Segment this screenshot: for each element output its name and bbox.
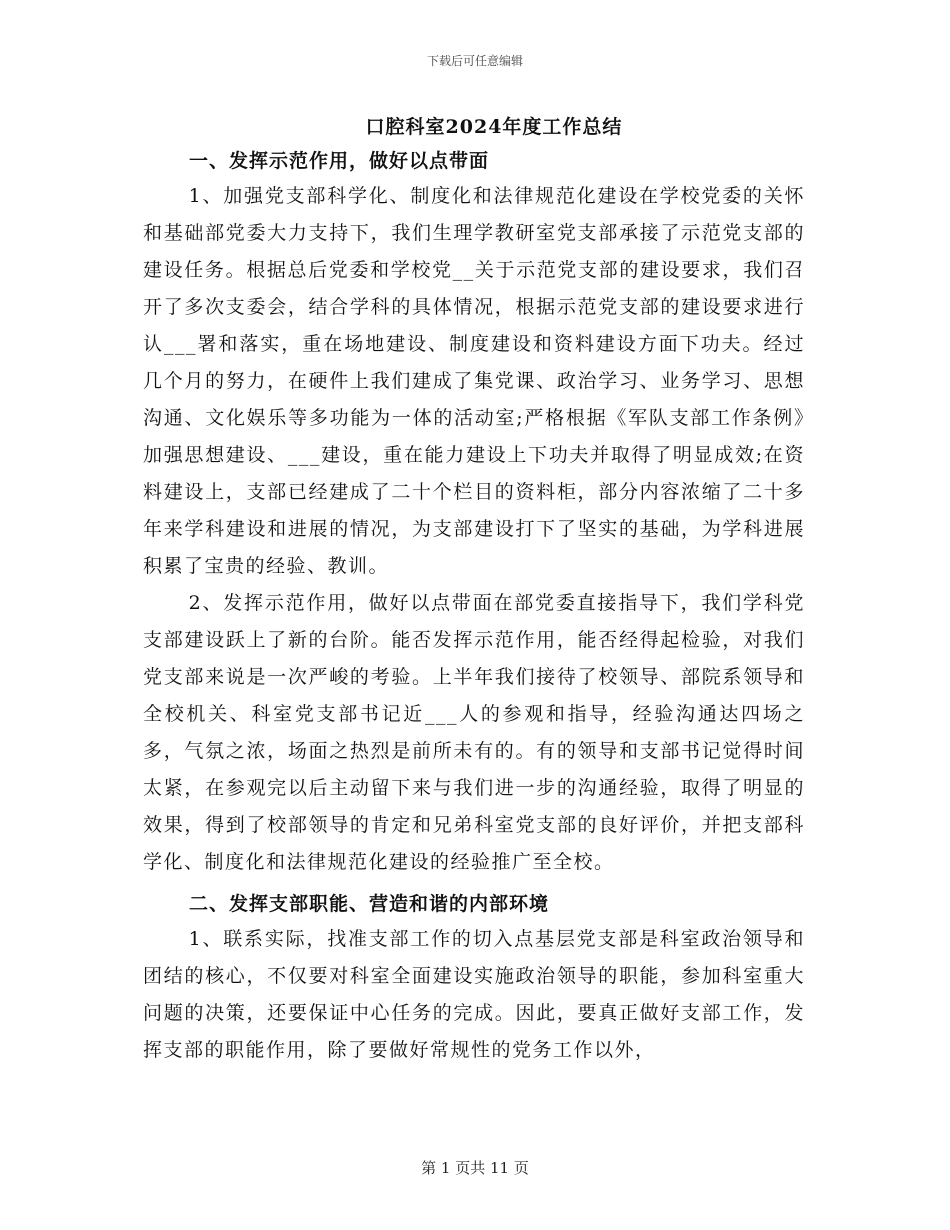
- document-title: 口腔科室2024年度工作总结: [365, 116, 623, 138]
- page-number: 第 1 页共 11 页: [421, 1159, 529, 1177]
- section-heading-2: 二、发挥支部职能、营造和谐的内部环境: [189, 893, 550, 915]
- section-heading-1: 一、发挥示范作用，做好以点带面: [189, 150, 490, 172]
- paragraph: 2、发挥示范作用，做好以点带面在部党委直接指导下，我们学科党支部建设跃上了新的台阶。能否发挥示范作用，能否经得起检验，对我们党支部来说是一次严峻的考验。上半年我们接待了校领导、部院系领导和全校机关、科室党支部书记近___人的参观和指导，经验沟通达四场之多，气氛之浓，场面之热烈是前所未有的。有的领导和支部书记觉得时间太紧，在参观完以后主动留下来与我们进一步的沟通经验，取得了明显的效果，得到了校部领导的肯定和兄弟科室党支部的良好评价，并把支部科学化、制度化和法律规范化建设的经验推广至全校。: [143, 592, 805, 873]
- header-note: 下载后可任意编辑: [426, 54, 523, 68]
- document-body: [143, 110, 805, 1069]
- paragraph: 1、联系实际，找准支部工作的切入点基层党支部是科室政治领导和团结的核心，不仅要对科室全面建设实施政治领导的职能，参加科室重大问题的决策，还要保证中心任务的完成。因此，要真正做好支部工作，发挥支部的职能作用，除了要做好常规性的党务工作以外，: [143, 928, 805, 1061]
- paragraph: 1、加强党支部科学化、制度化和法律规范化建设在学校党委的关怀和基础部党委大力支持下，我们生理学教研室党支部承接了示范党支部的建设任务。根据总后党委和学校党__关于示范党支部的建设要求，我们召开了多次支委会，结合学科的具体情况，根据示范党支部的建设要求进行认___署和落实，重在场地建设、制度建设和资料建设方面下功夫。经过几个月的努力，在硬件上我们建成了集党课、政治学习、业务学习、思想沟通、文化娱乐等多功能为一体的活动室;严格根据《军队支部工作条例》加强思想建设、___建设，重在能力建设上下功夫并取得了明显成效;在资料建设上，支部已经建成了二十个栏目的资料柜，部分内容浓缩了二十多年来学科建设和进展的情况，为支部建设打下了坚实的基础，为学科进展积累了宝贵的经验、教训。: [143, 185, 805, 577]
